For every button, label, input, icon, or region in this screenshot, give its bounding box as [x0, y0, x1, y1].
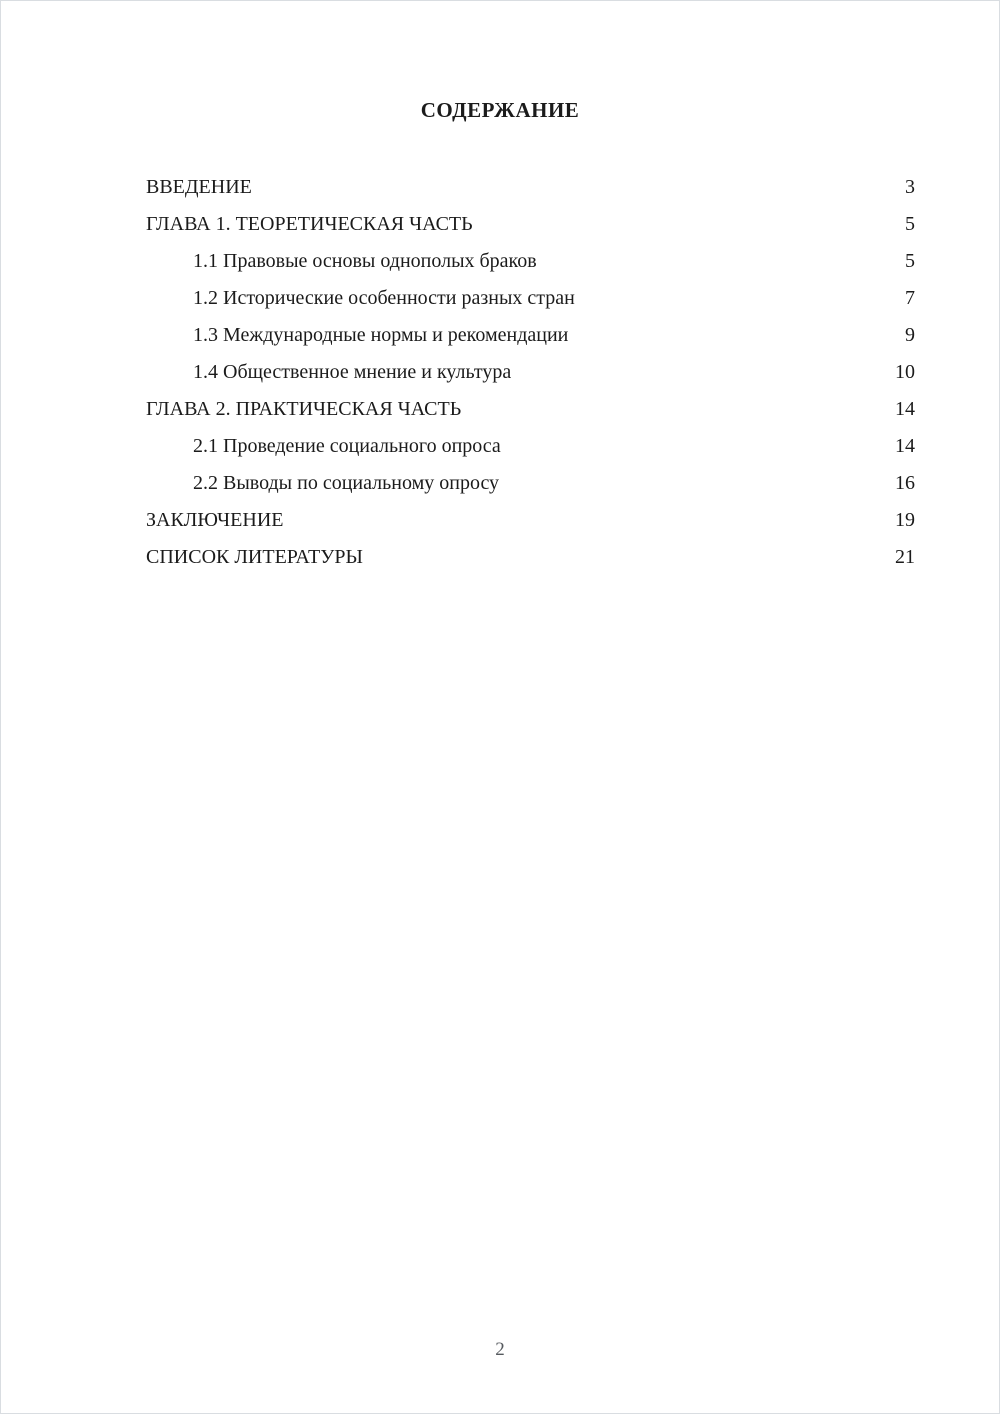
toc-entry-page: 19 — [895, 509, 915, 531]
toc-entry — [146, 391, 915, 428]
page-number-footer: 2 — [495, 1339, 505, 1360]
toc-entry — [146, 502, 915, 539]
toc-entry — [146, 243, 915, 280]
toc-entry — [146, 428, 915, 465]
toc-entry-label: ГЛАВА 2. ПРАКТИЧЕСКАЯ ЧАСТЬ — [146, 398, 462, 420]
toc-entry — [146, 317, 915, 354]
toc-entry — [146, 280, 915, 317]
toc-entry-label: 2.2 Выводы по социальному опросу — [193, 472, 500, 494]
toc-entry-label: 1.1 Правовые основы однополых браков — [193, 250, 537, 272]
toc-entry — [146, 539, 915, 576]
toc-entry-label: 1.4 Общественное мнение и культура — [193, 361, 512, 383]
toc-entry-page: 10 — [895, 361, 915, 383]
toc-entry-label: ЗАКЛЮЧЕНИЕ — [146, 509, 284, 531]
toc-entry-label: ГЛАВА 1. ТЕОРЕТИЧЕСКАЯ ЧАСТЬ — [146, 213, 473, 235]
toc-entry — [146, 206, 915, 243]
toc-entry-label: 1.2 Исторические особенности разных стран — [193, 287, 575, 309]
toc-entry-label: ВВЕДЕНИЕ — [146, 176, 252, 198]
toc-entry — [146, 169, 915, 206]
toc-entry-label: 2.1 Проведение социального опроса — [193, 435, 501, 457]
toc-entry — [146, 354, 915, 391]
toc-entry-page: 9 — [905, 324, 915, 346]
toc-entry-label: СПИСОК ЛИТЕРАТУРЫ — [146, 546, 363, 568]
toc-entry-page: 16 — [895, 472, 915, 494]
toc-entry-page: 3 — [905, 176, 915, 198]
table-of-contents — [1, 169, 999, 576]
toc-entry-page: 14 — [895, 435, 915, 457]
toc-entry-page: 5 — [905, 213, 915, 235]
toc-entry-page: 7 — [905, 287, 915, 309]
toc-entry-page: 21 — [895, 546, 915, 568]
toc-entry-page: 5 — [905, 250, 915, 272]
toc-entry-page: 14 — [895, 398, 915, 420]
toc-entry-label: 1.3 Международные нормы и рекомендации — [193, 324, 569, 346]
page-title: СОДЕРЖАНИЕ — [420, 98, 580, 122]
toc-entry — [146, 465, 915, 502]
